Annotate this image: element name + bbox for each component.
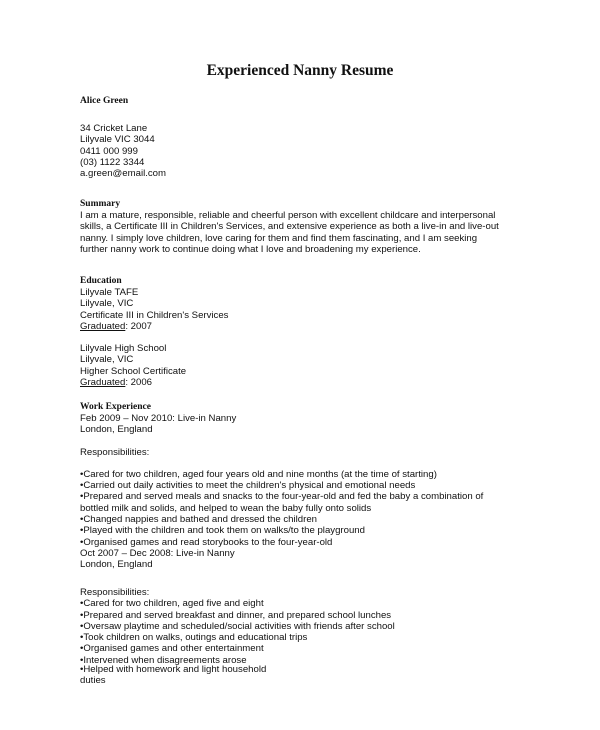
graduated-label: Graduated [80, 320, 126, 332]
education-graduated [80, 321, 520, 332]
page-title: Experienced Nanny Resume [206, 62, 394, 79]
work-heading: Work Experience [80, 402, 151, 412]
summary-section [80, 199, 520, 255]
email-address: a.green@email.com [80, 168, 166, 180]
education-qualification: Higher School Certificate [80, 365, 187, 377]
education-qualification: Certificate III in Children's Services [80, 309, 229, 321]
cut-off-line [80, 664, 270, 687]
responsibilities-label: Responsibilities: [80, 446, 150, 458]
phone-landline: (03) 1122 3344 [80, 156, 145, 168]
education-school: Lilyvale High School [80, 343, 167, 355]
summary-line: skills, a Certificate III in Children's Services, and extensive experience as both a live-in and live-out [80, 221, 499, 233]
education-school: Lilyvale TAFE [80, 287, 139, 298]
job-dates-title: Oct 2007 – Dec 2008: Live-in Nanny [80, 547, 235, 559]
responsibility-item: •Changed nappies and bathed and dressed the children [80, 514, 317, 526]
responsibility-item: •Played with the children and took them on walks/to the playground [80, 525, 365, 537]
summary-heading: Summary [80, 199, 121, 209]
responsibility-item: •Organised games and other entertainment [80, 643, 264, 655]
responsibility-item: •Prepared and served meals and snacks to the four-year-old and fed the baby a combination of [80, 491, 484, 503]
summary-line: I am a mature, responsible, reliable and cheerful person with excellent childcare and interpersonal [80, 210, 496, 221]
education-location: Lilyvale, VIC [80, 354, 134, 366]
graduated-year: : 2006 [125, 377, 153, 389]
responsibility-item: •Cared for two children, aged five and eight [80, 598, 264, 610]
responsibilities-label: Responsibilities: [80, 587, 150, 598]
graduated-label: Graduated [80, 377, 126, 389]
applicant-name: Alice Green [80, 96, 129, 106]
education-heading: Education [80, 276, 122, 286]
job-location: London, England [80, 424, 153, 436]
responsibility-item: •Cared for two children, aged four years old and nine months (at the time of starting) [80, 468, 437, 480]
responsibility-item: •Prepared and served breakfast and dinner, and prepared school lunches [80, 609, 392, 621]
responsibility-item: •Helped with homework and light household duties [80, 664, 267, 687]
education-location: Lilyvale, VIC [80, 298, 134, 310]
job-dates-title: Feb 2009 – Nov 2010: Live-in Nanny [80, 413, 237, 424]
education-graduated [80, 377, 520, 388]
responsibility-item: •Intervened when disagreements arose [80, 654, 247, 666]
work-section-continued [80, 587, 520, 666]
education-section [80, 276, 520, 388]
graduated-year: : 2007 [125, 320, 153, 332]
address-line-2: Lilyvale VIC 3044 [80, 134, 155, 146]
contact-block [80, 123, 520, 179]
responsibility-item: •Oversaw playtime and scheduled/social activities with friends after school [80, 620, 395, 632]
responsibility-item: •Organised games and read storybooks to the four-year-old [80, 536, 333, 548]
responsibility-item: bottled milk and solids, and helped to wean the baby fully onto solids [80, 502, 372, 514]
work-section [80, 402, 520, 571]
responsibility-item: •Took children on walks, outings and educational trips [80, 632, 308, 644]
phone-mobile: 0411 000 999 [80, 145, 138, 157]
summary-line: further nanny work to continue doing what I love and broadening my experience. [80, 243, 421, 255]
responsibility-item: •Carried out daily activities to meet the children's physical and emotional needs [80, 480, 416, 492]
summary-line: nanny. I simply love children, love caring for them and find them fascinating, and I am seeking [80, 232, 478, 244]
address-line-1: 34 Cricket Lane [80, 123, 148, 134]
job-location: London, England [80, 559, 153, 571]
